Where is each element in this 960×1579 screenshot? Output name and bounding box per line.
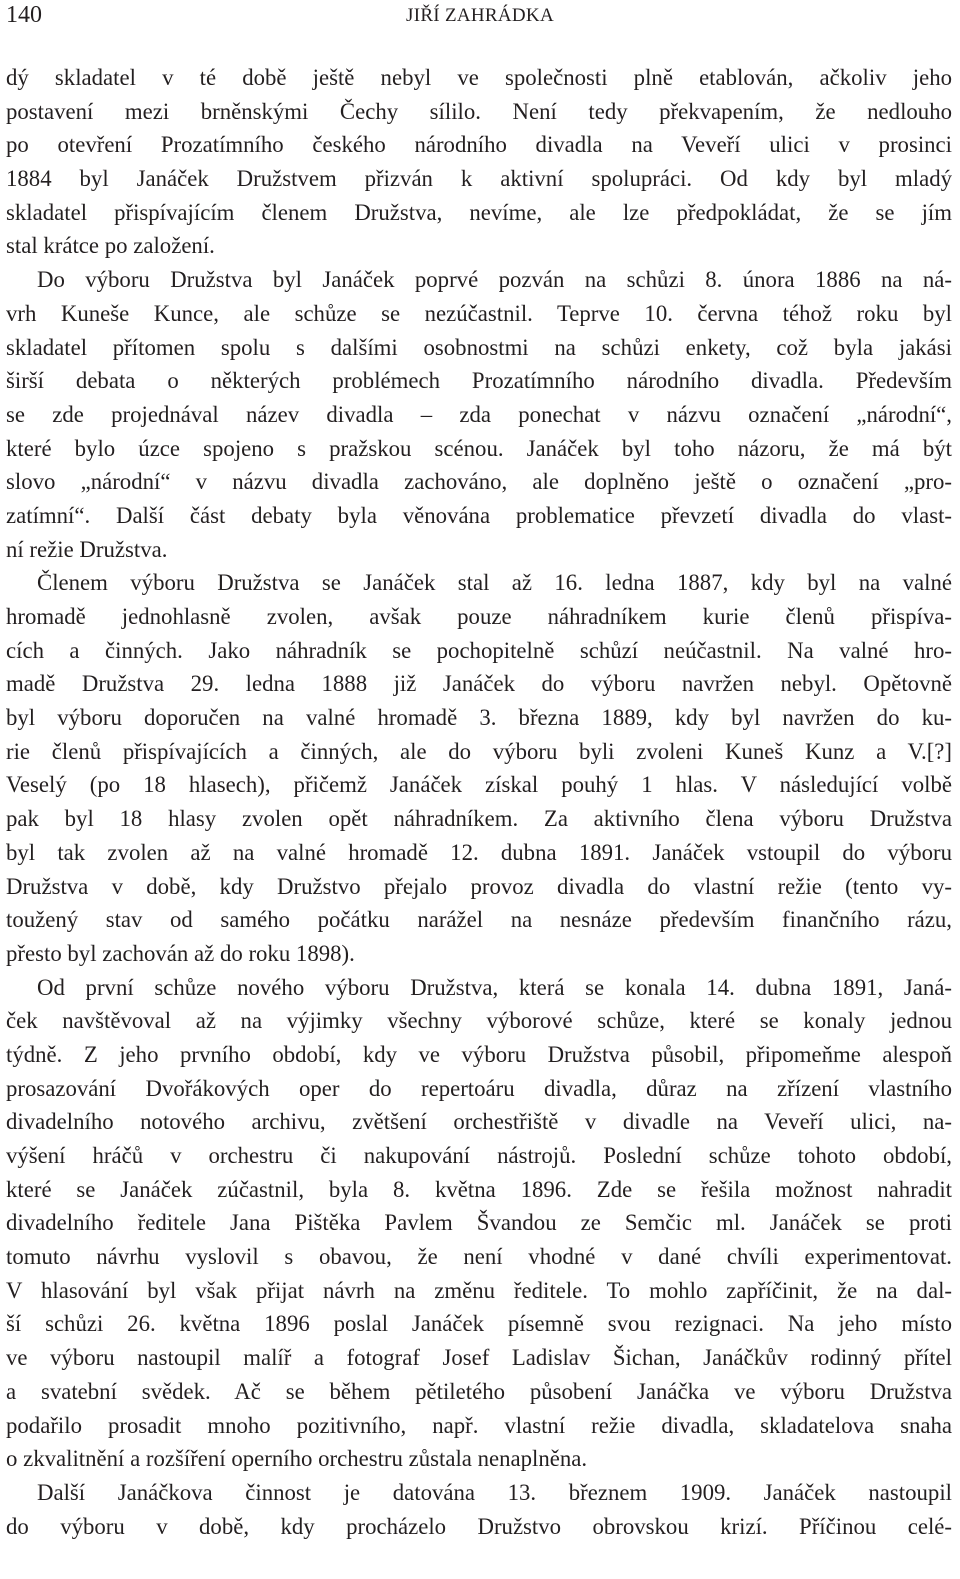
page-header [0,0,960,40]
text-line: 1884 byl Janáček Družstvem přizván k aktivní spolupráci. Od kdy byl mladý [6,166,952,192]
text-line: po otevření Prozatímního českého národního divadla na Veveří ulici v prosinci [6,132,952,158]
body-text [6,61,952,1543]
text-line: Do výboru Družstva byl Janáček poprvé pozván na schůzi 8. února 1886 na ná- [37,267,952,293]
text-line: o zkvalitnění a rozšíření operního orchestru zůstala nenaplněna. [6,1446,588,1472]
text-line: prosazování Dvořákových oper do repertoáru divadla, důraz na zřízení vlastního [6,1075,952,1101]
text-line: Další Janáčkova činnost je datována 13. březnem 1909. Janáček nastoupil [37,1479,952,1505]
text-line: byl výboru doporučen na valné hromadě 3. března 1889, kdy byl navržen do ku- [6,705,952,731]
paragraph [6,1476,952,1543]
text-line: stal krátce po založení. [6,233,215,259]
paragraph [6,263,952,566]
paragraph [6,566,952,970]
text-line: slovo „národní“ v názvu divadla zachováno, ale doplněno ještě o označení „pro- [6,469,952,495]
text-line: skladatel přispívajícím členem Družstva, nevíme, ale lze předpokládat, že se jím [6,199,952,225]
paragraph [6,971,952,1476]
text-line: týdně. Z jeho prvního období, kdy ve výboru Družstva působil, připomeňme alespoň [6,1041,952,1067]
text-line: a svatební svědek. Ač se během pětiletého působení Janáčka ve výboru Družstva [6,1378,952,1404]
text-line: podařilo prosadit mnoho pozitivního, např. vlastní režie divadla, skladatelova snaha [6,1412,952,1438]
text-line: Členem výboru Družstva se Janáček stal až 16. ledna 1887, kdy byl na valné [37,570,952,596]
text-line: do výboru v době, kdy procházelo Družstvo obrovskou krizí. Příčinou celé- [6,1513,952,1539]
text-line: ve výboru nastoupil malíř a fotograf Josef Ladislav Šichan, Janáčkův rodinný přítel [6,1345,952,1371]
page-number: 140 [6,2,42,28]
text-line: tomuto návrhu vyslovil s obavou, že není vhodné v dané chvíli experimentovat. [6,1244,952,1270]
text-line: postavení mezi brněnskými Čechy sílilo. Není tedy překvapením, že nedlouho [6,98,952,124]
text-line: Od první schůze nového výboru Družstva, která se konala 14. dubna 1891, Janá- [37,974,952,1000]
text-line: Veselý (po 18 hlasech), přičemž Janáček získal pouhý 1 hlas. V následující volbě [6,772,952,798]
running-head: JIŘÍ ZAHRÁDKA [406,5,554,26]
text-line: Družstva v době, kdy Družstvo přejalo provoz divadla do vlastní režie (tento vy- [6,873,952,899]
text-line: madě Družstva 29. ledna 1888 již Janáček do výboru navržen nebyl. Opětovně [6,671,952,697]
text-line: se zde projednával název divadla – zda ponechat v názvu označení „národní“, [6,401,952,427]
text-line: vrh Kuneše Kunce, ale schůze se nezúčastnil. Teprve 10. června téhož roku byl [6,300,952,326]
text-line: cích a činných. Jako náhradník se pochopitelně schůzí neúčastnil. Na valné hro- [6,637,952,663]
text-line: širší debata o některých problémech Prozatímního národního divadla. Především [6,368,952,394]
text-line: byl tak zvolen až na valné hromadě 12. dubna 1891. Janáček vstoupil do výboru [6,839,952,865]
text-line: které bylo úzce spojeno s pražskou scénou. Janáček byl toho názoru, že má být [6,435,952,461]
text-line: ček navštěvoval až na výjimky všechny výborové schůze, které se konaly jednou [6,1008,952,1034]
text-line: rie členů přispívajících a činných, ale do výboru byli zvoleni Kuneš Kunz a V.[?] [6,738,952,764]
text-line: V hlasování byl však přijat návrh na změnu ředitele. To mohlo zapříčinit, že na dal- [6,1277,952,1303]
text-line: ní režie Družstva. [6,536,168,562]
text-line: zatímní“. Další část debaty byla věnována problematice převzetí divadla do vlast- [6,502,952,528]
text-line: hromadě jednohlasně zvolen, avšak pouze náhradníkem kurie členů přispíva- [6,604,952,629]
text-line: dý skladatel v té době ještě nebyl ve společnosti plně etablován, ačkoliv jeho [6,65,952,90]
paragraph [6,61,952,263]
text-line: které se Janáček zúčastnil, byla 8. května 1896. Zde se řešila možnost nahradit [6,1176,952,1202]
text-line: pak byl 18 hlasy zvolen opět náhradníkem. Za aktivního člena výboru Družstva [6,806,952,832]
text-line: divadelního ředitele Jana Pištěka Pavlem Švandou ze Semčic ml. Janáček se proti [6,1210,952,1236]
text-line: ší schůzi 26. května 1896 poslal Janáček písemně svou rezignaci. Na jeho místo [6,1311,952,1337]
text-line: přesto byl zachován až do roku 1898). [6,940,355,966]
text-line: skladatel přítomen spolu s dalšími osobnostmi na schůzi enkety, což byla jakási [6,334,952,360]
text-line: divadelního notového archivu, zvětšení orchestřiště v divadle na Veveří ulici, na- [6,1109,952,1135]
text-line: výšení hráčů v orchestru či nakupování nástrojů. Poslední schůze tohoto období, [6,1143,952,1168]
text-line: toužený stav od samého počátku narážel na nesnáze především finančního rázu, [6,907,952,933]
